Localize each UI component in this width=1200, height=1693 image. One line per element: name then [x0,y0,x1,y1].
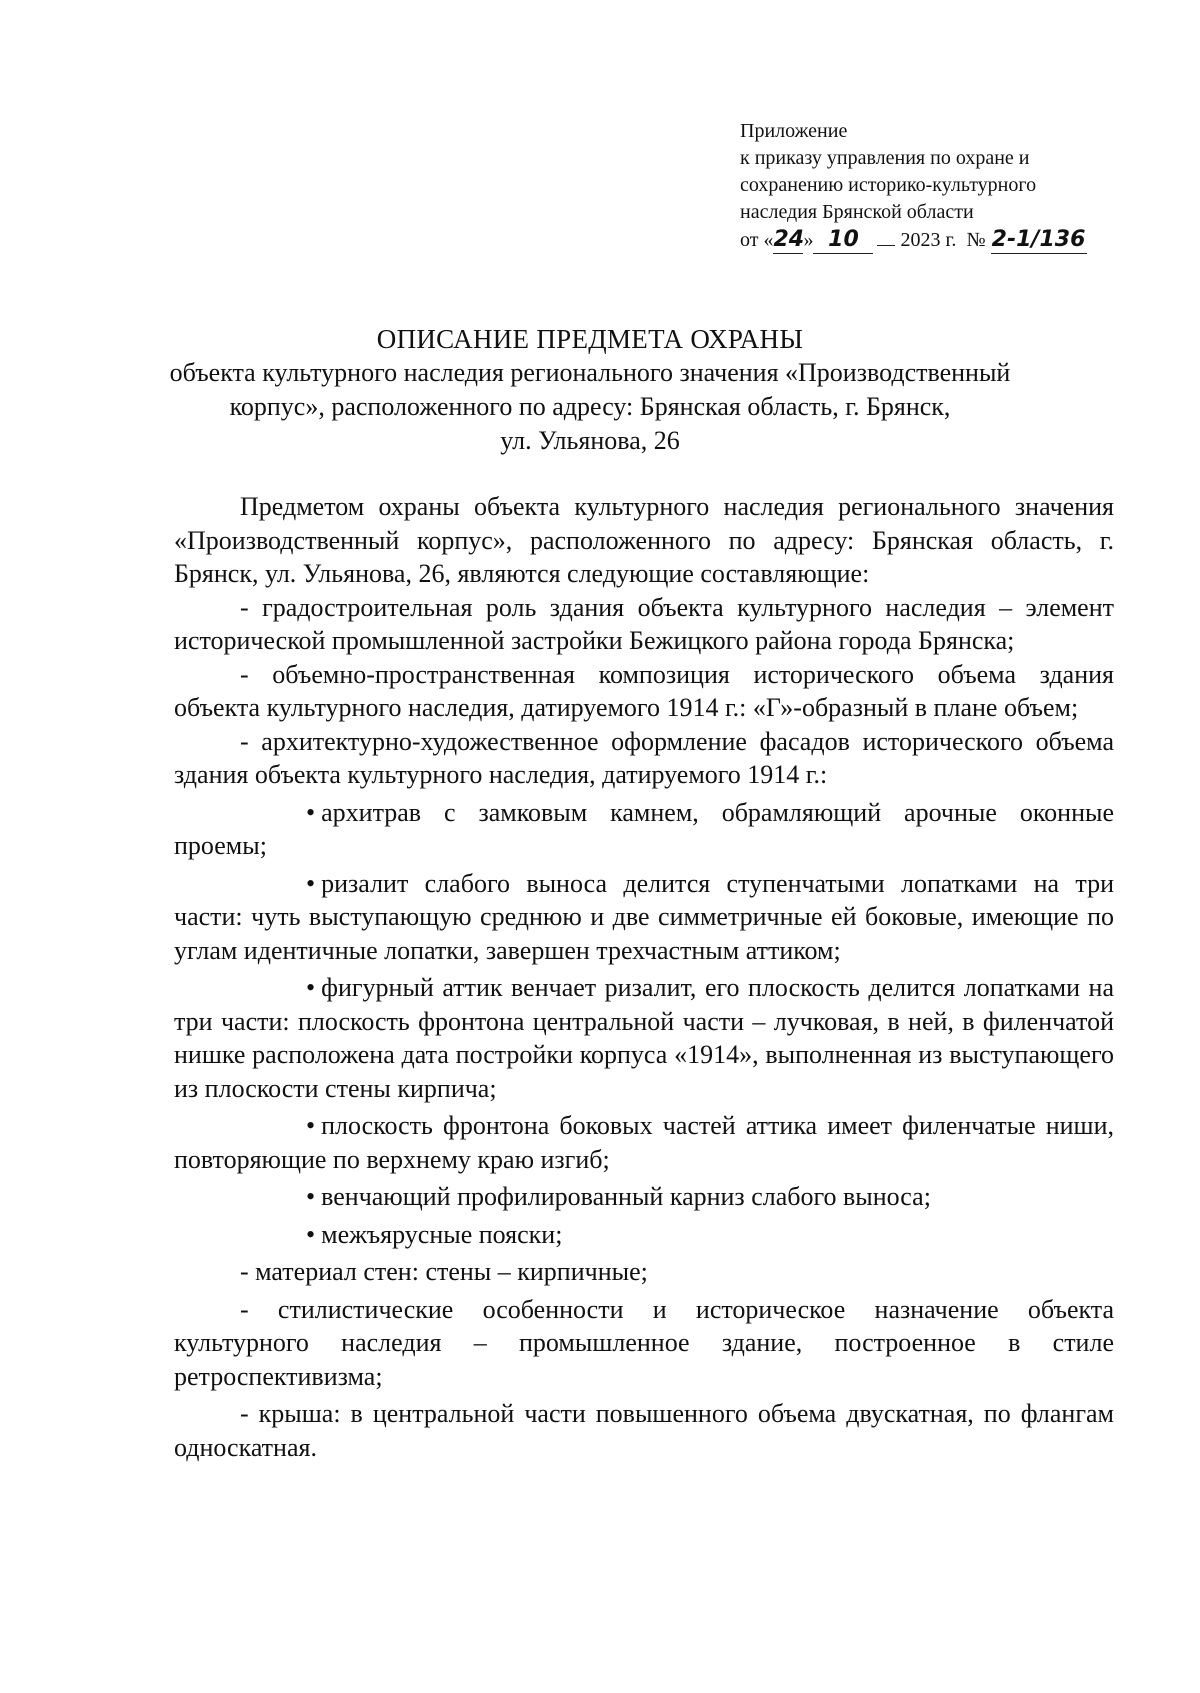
bullet-text-architrave: архитрав с замковым камнем, обрамляющий арочные оконные проемы; [174,797,1114,860]
bullet-text-cornice: венчающий профилированный карниз слабого выноса; [321,1182,931,1211]
body-intro: Предметом охраны объекта культурного наследия регионального значения «Производственный корпус», расположенного по адресу: Брянская область, г. Брянск, ул. Ульянова, 26, являются следующие составляющие: [174,492,1114,588]
annex-title: Приложение [740,120,848,142]
title-line-object: объекта культурного наследия регионального значения «Производственный [169,358,1011,387]
title-line-street: ул. Ульянова, 26 [500,426,680,455]
bullet-icon: • [306,973,316,1002]
date-prefix: от « [740,229,774,251]
date-day-handwritten: 24 [773,227,805,252]
bullet-icon: • [306,797,316,827]
bullet-icon: • [306,868,316,898]
bullet-text-belts: межъярусные пояски; [321,1219,563,1249]
bullet-icon: • [306,1219,316,1249]
document-title [140,322,1040,458]
bullet-item [174,867,1114,968]
order-number-handwritten: 2-1/136 [991,227,1086,252]
annex-block [740,118,1160,254]
bullet-icon: • [306,1111,316,1140]
document-body [174,490,1114,1464]
body-item-facades: - архитектурно-художественное оформление фасадов исторического объема здания объекта культурного наследия, датируемого 1914 г.: [174,726,1114,789]
number-label: № [966,229,986,251]
body-item-wall-material: - материал стен: стены – кирпичные; [240,1257,648,1286]
annex-line-department: сохранению историко-культурного [740,174,1037,196]
annex-line-region: наследия Брянской области [740,201,974,223]
body-item-composition: - объемно-пространственная композиция исторического объема здания объекта культурного наследия, датируемого 1914 г.: «Г»-образный в плане объем; [174,659,1114,722]
bullet-item [174,1180,1114,1214]
date-month-handwritten: 10 [813,226,873,254]
body-item-roof: - крыша: в центральной части повышенного объема двускатная, по флангам односкатная. [174,1399,1114,1462]
body-item-style: - стилистические особенности и историческое назначение объекта культурного наследия – промышленное здание, построенное в стиле ретроспективизма; [174,1294,1114,1391]
bullet-item [174,1218,1114,1252]
date-quote-close: » [803,229,814,251]
body-item-urban-role: - градостроительная роль здания объекта культурного наследия – элемент исторической промышленной застройки Бежицкого района города Брянска; [174,592,1114,655]
bullet-item [174,971,1114,1105]
title-line-address: корпус», расположенного по адресу: Брянская область, г. Брянск, [229,392,951,421]
bullet-text-risalit: ризалит слабого выноса делится ступенчатыми лопатками на три части: чуть выступающую среднюю и две симметричные ей боковые, имеющие по углам идентичные лопатки, завершен трехчастным аттиком; [174,868,1114,965]
annex-line-order: к приказу управления по охране и [740,147,1030,169]
bullet-text-pediment: плоскость фронтона боковых частей аттика имеет филенчатые ниши, повторяющие по верхнему краю изгиб; [174,1111,1114,1174]
bullet-icon: • [306,1182,316,1211]
bullet-item [174,796,1114,863]
date-underline [877,245,895,246]
bullet-item [174,1109,1114,1176]
title-heading: ОПИСАНИЕ ПРЕДМЕТА ОХРАНЫ [376,324,804,354]
bullet-text-attic: фигурный аттик венчает ризалит, его плоскость делится лопатками на три части: плоскость фронтона центральной части – лучковая, в ней, в филенчатой нишке расположена дата постройки корпуса «1914», выполненная из выступающего из плоскости стены кирпича; [174,973,1114,1103]
annex-date-line [740,226,1160,254]
date-year: 2023 г. [900,229,957,251]
